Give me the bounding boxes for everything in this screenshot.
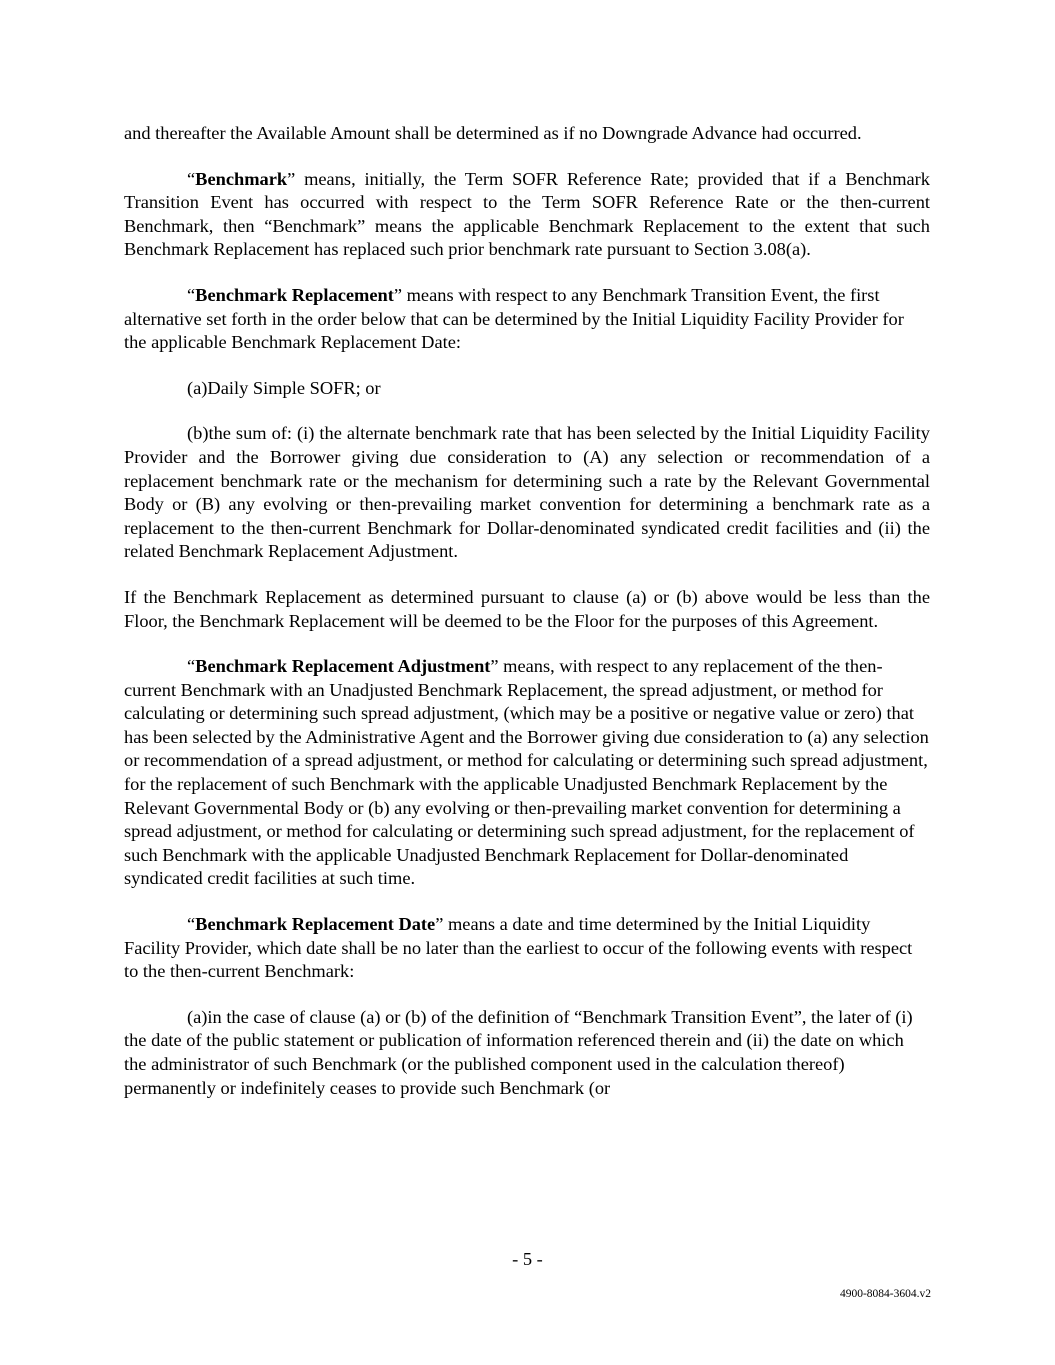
definition-text: ” means, with respect to any replacement of the then-current Benchmark with an Unadjusted Benchmark Replacement, the spread adjustment, or method for calculating or determining such spread adjustment, (which may be a positive or negative value or zero) that has been selected by the Administrative Agent and the Borrower giving due consideration to (a) any selection or recommendation of a spread adjustment, or method for calculating or determining such spread adjustment, for the replacement of such Benchmark with the applicable Unadjusted Benchmark Replacement by the Relevant Governmental Body or (b) any evolving or then-prevailing market convention for determining a spread adjustment, or method for calculating or determining such spread adjustment, for the replacement of such Benchmark with the applicable Unadjusted Benchmark Replacement for Dollar-denominated syndicated credit facilities at such time. <box>124 656 929 889</box>
clause-number: (a) <box>187 1006 208 1027</box>
definition-text: ” means with respect to any Benchmark Transition Event, the first alternative set forth in the order below that can be determined by the Initial Liquidity Facility Provider for the applicable Benchmark Replacement Date: <box>124 284 904 353</box>
definition-text: ” means a date and time determined by the Initial Liquidity Facility Provider, which date shall be no later than the earliest to occur of the following events with respect to the then-current Benchmark: <box>124 914 913 982</box>
clause-text: the sum of: (i) the alternate benchmark rate that has been selected by the Initial Liquidity Facility Provider and the Borrower giving due consideration to (A) any selection or recommendation of a replacement benchmark rate or the mechanism for determining such a rate by the Relevant Governmental Body or (B) any evolving or then-prevailing market convention for determining a benchmark rate as a replacement to the then-current Benchmark for Dollar-denominated syndicated credit facilities and (ii) the related Benchmark Replacement Adjustment. <box>124 423 930 562</box>
clause-a <box>124 377 930 401</box>
page-number: - 5 - <box>512 1249 543 1269</box>
definition-benchmark-replacement-date <box>124 913 930 984</box>
definition-text: ” means, initially, the Term SOFR Reference Rate; provided that if a Benchmark Transition Event has occurred with respect to the Term SOFR Reference Rate or the then-current Benchmark, then “Benchmark” means the applicable Benchmark Replacement to the extent that such Benchmark Replacement has replaced such prior benchmark rate pursuant to Section 3.08(a). <box>124 168 930 260</box>
date-clause-a <box>124 1006 930 1100</box>
open-quote: “ <box>187 656 196 677</box>
clause-text: Daily Simple SOFR; or <box>207 377 381 398</box>
paragraph-floor: If the Benchmark Replacement as determined pursuant to clause (a) or (b) above would be less than the Floor, the Benchmark Replacement will be deemed to be the Floor for the purposes of this Agreement. <box>124 586 930 631</box>
paragraph-continuation: and thereafter the Available Amount shall be determined as if no Downgrade Advance had occurred. <box>124 123 862 143</box>
document-body <box>124 122 930 1100</box>
definition-benchmark-replacement <box>124 284 930 355</box>
definition-benchmark <box>124 168 930 262</box>
document-id: 4900-8084-3604.v2 <box>839 1288 931 1300</box>
clause-text: in the case of clause (a) or (b) of the definition of “Benchmark Transition Event”, the later of (i) the date of the public statement or publication of information referenced therein and (ii) the date on which the administrator of such Benchmark (or the published component used in the calculation thereof) permanently or indefinitely ceases to provide such Benchmark (or <box>124 1006 913 1098</box>
open-quote: “ <box>187 168 196 189</box>
open-quote: “ <box>187 914 196 935</box>
defined-term: Benchmark Replacement Adjustment <box>195 656 491 677</box>
clause-b <box>124 422 930 564</box>
defined-term: Benchmark Replacement <box>195 284 394 305</box>
open-quote: “ <box>187 284 196 305</box>
defined-term: Benchmark <box>195 168 288 189</box>
defined-term: Benchmark Replacement Date <box>195 914 436 935</box>
definition-benchmark-replacement-adjustment <box>124 655 930 891</box>
clause-number: (b) <box>187 423 209 444</box>
clause-number: (a) <box>187 377 208 398</box>
